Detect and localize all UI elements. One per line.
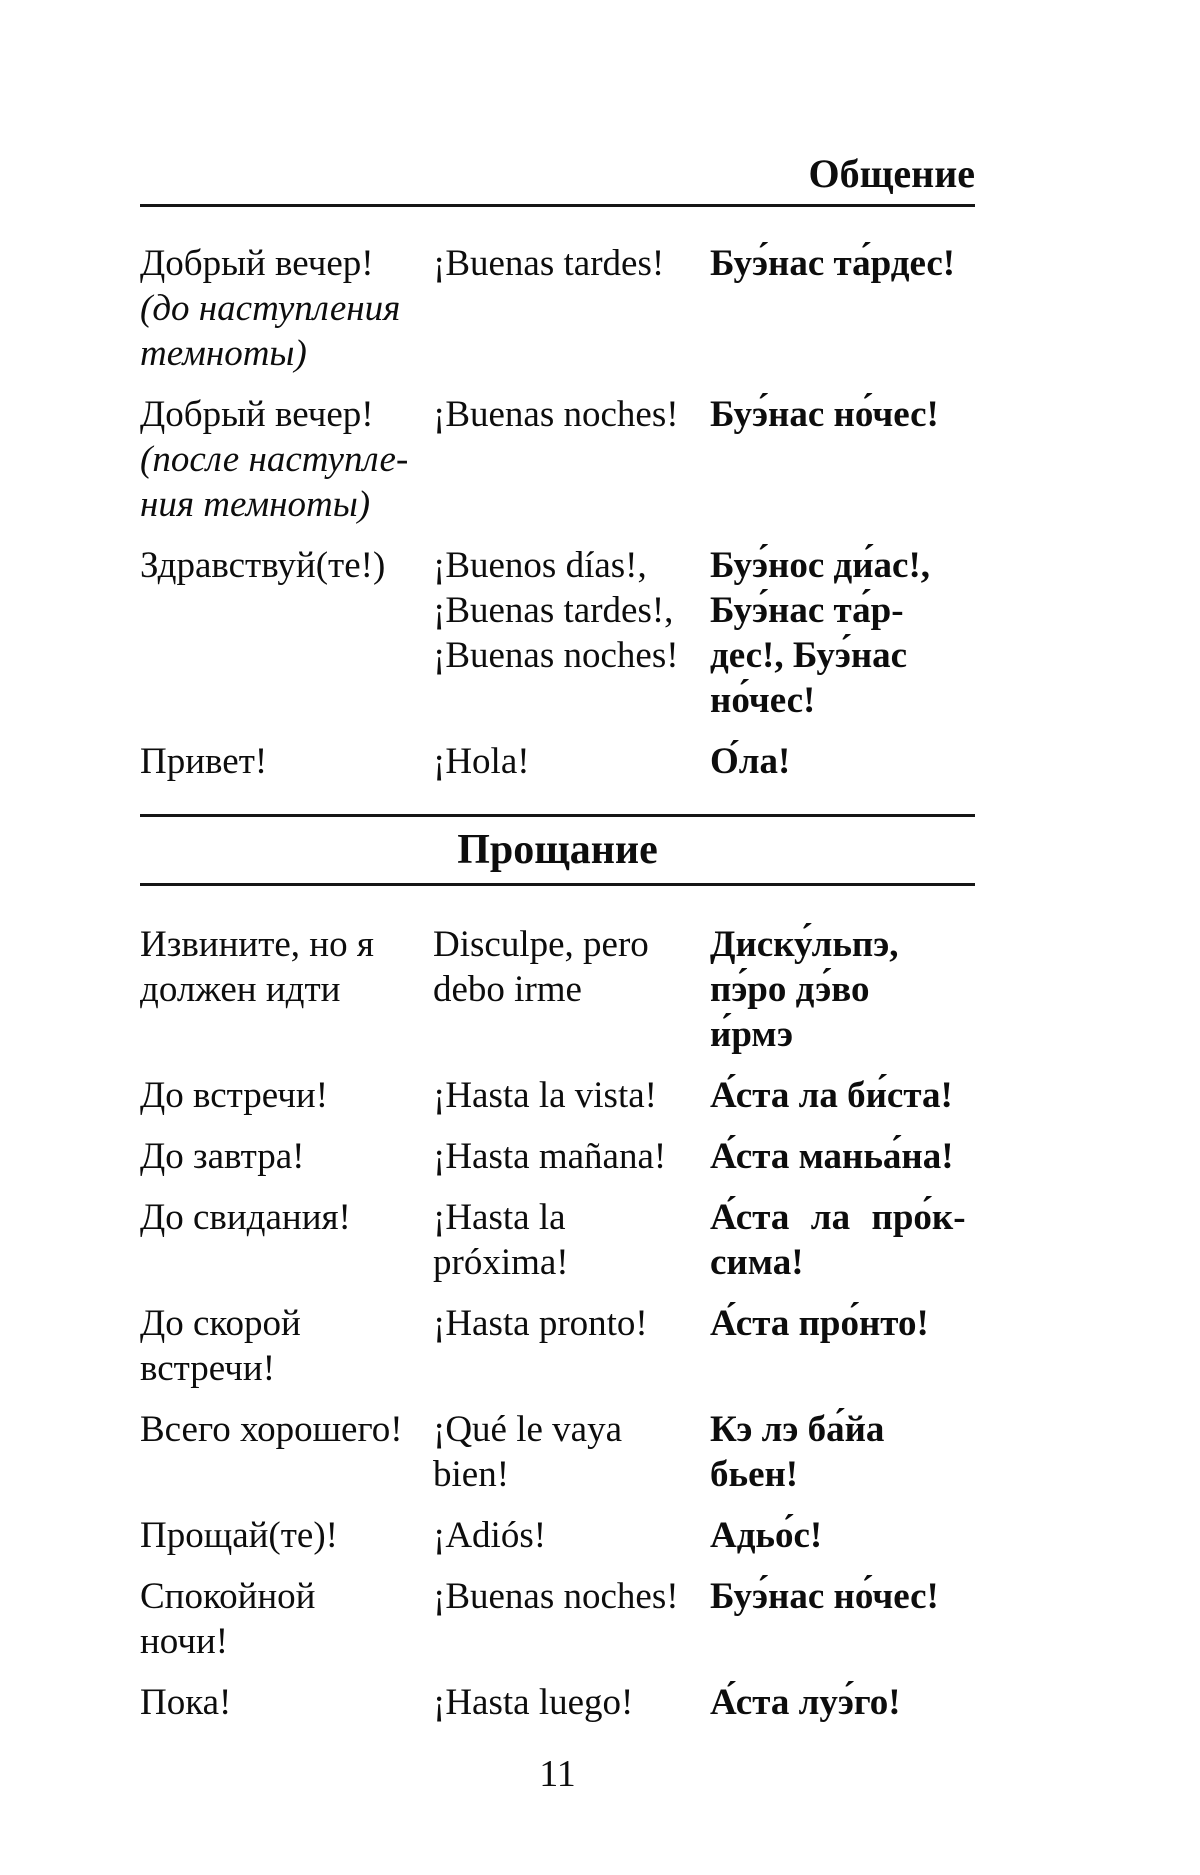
phrase-line: Буэ́нас но́чес!: [710, 1576, 939, 1617]
transcription: [710, 1301, 975, 1391]
phrase-row: [140, 922, 975, 1057]
phrase-row: [140, 1680, 975, 1725]
phrase-line: ния темноты): [140, 484, 371, 525]
russian-phrase: [140, 1134, 433, 1179]
phrase-line: bien!: [433, 1454, 510, 1495]
phrase-row: [140, 1134, 975, 1179]
phrase-line: ¡Buenos días!,: [433, 545, 647, 586]
phrase-line: встречи!: [140, 1348, 276, 1389]
transcription: [710, 1680, 975, 1725]
transcription: [710, 1134, 975, 1179]
russian-phrase: [140, 1073, 433, 1118]
phrase-line: Привет!: [140, 741, 268, 782]
transcription: [710, 739, 975, 784]
phrase-line: Адьо́с!: [710, 1515, 823, 1556]
phrase-row: [140, 1407, 975, 1497]
phrase-line: А́ста маньа́на!: [710, 1136, 954, 1177]
phrase-row: [140, 1574, 975, 1664]
phrase-line: próxima!: [433, 1242, 569, 1283]
phrase-line: ¡Hasta pronto!: [433, 1303, 648, 1344]
phrase-row: [140, 739, 975, 784]
phrase-content: [140, 241, 975, 1725]
phrase-line: А́ста луэ́го!: [710, 1682, 901, 1723]
transcription: [710, 241, 975, 376]
phrase-row: [140, 1301, 975, 1391]
phrase-line: Добрый вечер!: [140, 394, 374, 435]
transcription: [710, 1574, 975, 1664]
phrase-line: До скорой: [140, 1303, 301, 1344]
spanish-phrase: [433, 1680, 710, 1725]
transcription: [710, 392, 975, 527]
page-number: 11: [539, 1753, 576, 1795]
phrase-line: До свидания!: [140, 1197, 351, 1238]
spanish-phrase: [433, 392, 710, 527]
transcription: [710, 1513, 975, 1558]
spanish-phrase: [433, 1574, 710, 1664]
russian-phrase: [140, 1195, 433, 1285]
phrase-row: [140, 241, 975, 376]
phrase-line: ¡Buenas tardes!: [433, 243, 665, 284]
phrase-line: ¡Qué le vaya: [433, 1409, 623, 1450]
phrase-row: [140, 392, 975, 527]
phrase-line: Прощай(те)!: [140, 1515, 338, 1556]
spanish-phrase: [433, 739, 710, 784]
phrase-line: Извините, но я: [140, 924, 374, 965]
spanish-phrase: [433, 1407, 710, 1497]
phrase-line: Пока!: [140, 1682, 232, 1723]
transcription: [710, 543, 975, 723]
phrase-line: Добрый вечер!: [140, 243, 374, 284]
phrase-line: пэ́ро дэ́во: [710, 969, 870, 1010]
russian-phrase: [140, 1574, 433, 1664]
running-head: Общение: [808, 151, 975, 196]
phrase-line: О́ла!: [710, 741, 791, 782]
transcription: [710, 1073, 975, 1118]
phrase-line: дес!, Буэ́нас: [710, 635, 908, 676]
phrase-line: Диску́льпэ,: [710, 924, 899, 965]
russian-phrase: [140, 1301, 433, 1391]
russian-phrase: [140, 392, 433, 527]
phrase-line: Disculpe, pero: [433, 924, 649, 965]
phrase-line: ¡Hasta la: [433, 1197, 566, 1238]
spanish-phrase: [433, 1134, 710, 1179]
phrase-line: ¡Hasta mañana!: [433, 1136, 667, 1177]
page-header: [140, 150, 975, 207]
spanish-phrase: [433, 543, 710, 723]
phrase-row: [140, 1195, 975, 1285]
spanish-phrase: [433, 1195, 710, 1285]
phrase-line: но́чес!: [710, 680, 816, 721]
phrase-line: ¡Buenas noches!: [433, 635, 679, 676]
phrase-line: ¡Hasta luego!: [433, 1682, 634, 1723]
spanish-phrase: [433, 1073, 710, 1118]
russian-phrase: [140, 1407, 433, 1497]
russian-phrase: [140, 543, 433, 723]
section-header: [140, 814, 975, 886]
phrase-line: ¡Hola!: [433, 741, 530, 782]
phrase-line: ночи!: [140, 1621, 229, 1662]
phrase-table: [140, 241, 975, 784]
spanish-phrase: [433, 241, 710, 376]
phrase-line: Спокойной: [140, 1576, 316, 1617]
phrase-line: ¡Buenas tardes!,: [433, 590, 674, 631]
phrase-line: Здравствуй(те!): [140, 545, 386, 586]
spanish-phrase: [433, 1513, 710, 1558]
section-rule-bottom: [140, 883, 975, 886]
phrase-line: темноты): [140, 333, 307, 374]
phrase-row: [140, 1073, 975, 1118]
phrase-line: Буэ́нас та́р-: [710, 590, 904, 631]
phrase-line: (до наступления: [140, 288, 401, 329]
russian-phrase: [140, 739, 433, 784]
transcription: [710, 1195, 975, 1285]
russian-phrase: [140, 241, 433, 376]
section-title: Прощание: [457, 827, 658, 873]
phrase-line: Буэ́нос ди́ас!,: [710, 545, 931, 586]
phrase-line: бьен!: [710, 1454, 799, 1495]
phrase-line: ¡Adiós!: [433, 1515, 547, 1556]
phrase-line: А́ста ла би́ста!: [710, 1075, 953, 1116]
phrase-row: [140, 1513, 975, 1558]
phrase-line: сима!: [710, 1242, 804, 1283]
transcription: [710, 1407, 975, 1497]
phrase-row: [140, 543, 975, 723]
russian-phrase: [140, 1513, 433, 1558]
header-rule: [140, 204, 975, 207]
russian-phrase: [140, 1680, 433, 1725]
spanish-phrase: [433, 1301, 710, 1391]
phrase-line: Буэ́нас но́чес!: [710, 394, 939, 435]
phrase-line: Всего хорошего!: [140, 1409, 403, 1450]
phrase-line: А́ста про́нто!: [710, 1303, 929, 1344]
page-footer: [140, 1751, 975, 1797]
phrase-line: ¡Hasta la vista!: [433, 1075, 657, 1116]
phrase-line: А́ста ла про́к-: [710, 1197, 966, 1238]
transcription: [710, 922, 975, 1057]
phrase-line: ¡Buenas noches!: [433, 394, 679, 435]
phrase-line: Буэ́нас та́рдес!: [710, 243, 956, 284]
phrase-line: Кэ лэ ба́йа: [710, 1409, 885, 1450]
spanish-phrase: [433, 922, 710, 1057]
phrase-line: До встречи!: [140, 1075, 329, 1116]
russian-phrase: [140, 922, 433, 1057]
phrase-line: должен идти: [140, 969, 341, 1010]
phrase-line: ¡Buenas noches!: [433, 1576, 679, 1617]
phrase-line: (после наступле-: [140, 439, 409, 480]
phrase-line: debo irme: [433, 969, 582, 1010]
phrase-line: До завтра!: [140, 1136, 305, 1177]
phrase-line: и́рмэ: [710, 1014, 793, 1055]
phrase-table: [140, 922, 975, 1725]
